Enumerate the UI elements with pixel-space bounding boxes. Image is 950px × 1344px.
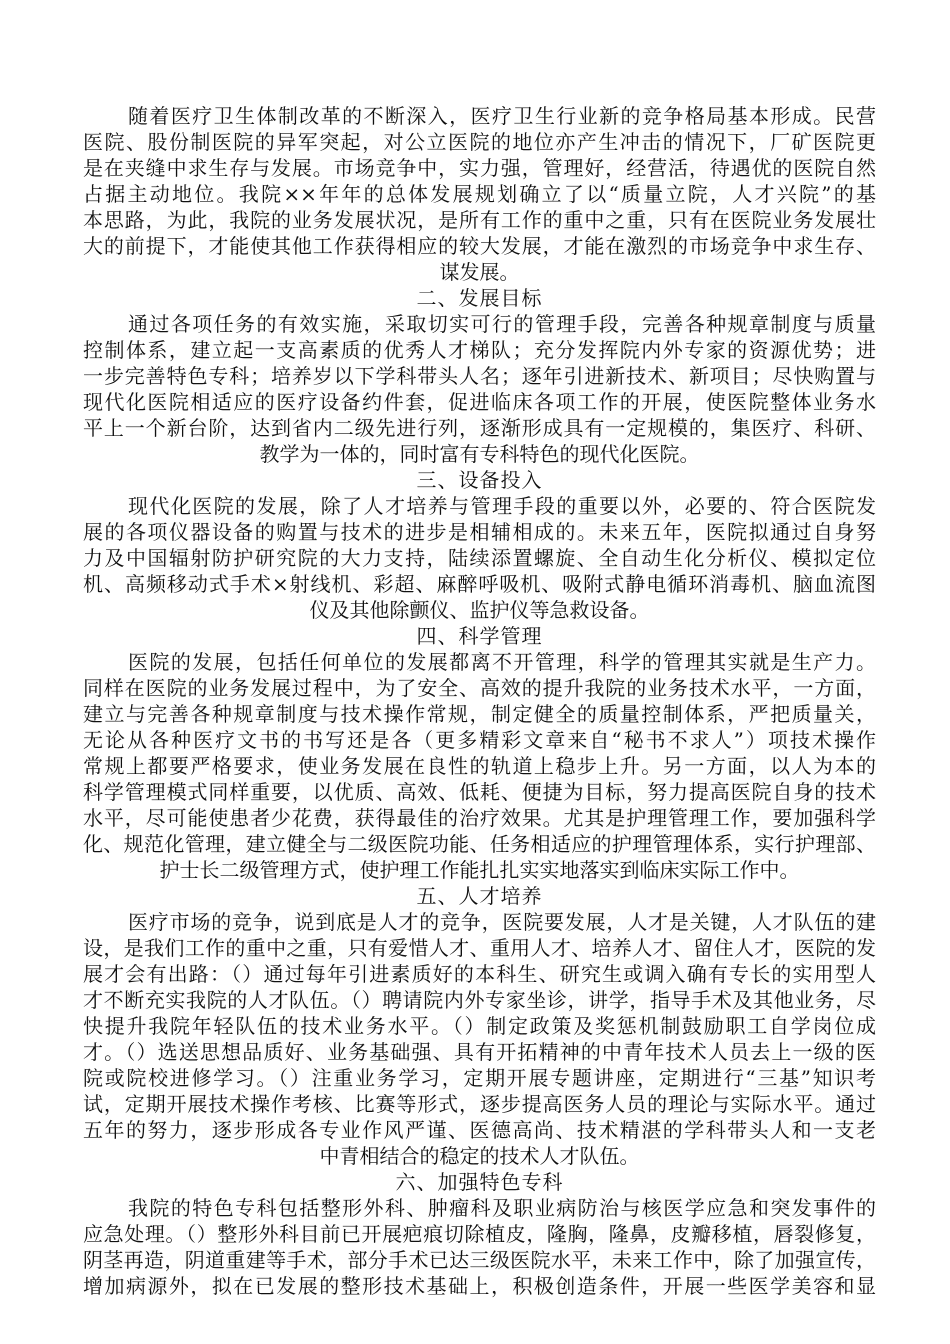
intro-line-2: 医院、股份制医院的异军突起，对公立医院的地位亦产生冲击的情况下，厂矿医院更 [83,130,876,154]
section6-line-2: 应急处理。（）整形外科目前已开展疤痕切除植皮，隆胸，隆鼻，皮瓣移植，唇裂修复， [83,1222,876,1246]
section5-line-9: 五年的努力，逐步形成各专业作风严谨、医德高尚、技术精湛的学科带头人和一支老 [83,1118,876,1142]
intro-line-7: 谋发展。 [439,260,520,284]
section5-line-5: 快提升我院年轻队伍的技术业务水平。（）制定政策及奖惩机制鼓励职工自学岗位成 [83,1014,876,1038]
section5-line-6: 才。（）选送思想品质好、业务基础强、具有开拓精神的中青年技术人员去上一级的医 [83,1040,876,1064]
section4-line-9: 护士长二级管理方式，使护理工作能扎扎实实地落实到临床实际工作中。 [159,858,800,882]
section2-line-2: 控制体系，建立起一支高素质的优秀人才梯队；充分发挥院内外专家的资源优势；进 [83,338,876,362]
section2-line-3: 一步完善特色专科；培养岁以下学科带头人名；逐年引进新技术、新项目；尽快购置与 [83,364,876,388]
section4-line-7: 水平，尽可能使患者少花费，获得最佳的治疗效果。尤其是护理管理工作，要加强科学 [83,806,876,830]
section-heading-scientific-management: 四、科学管理 [416,624,543,648]
section4-line-1: 医院的发展，包括任何单位的发展都离不开管理，科学的管理其实就是生产力。 [128,650,876,674]
section2-line-4: 现代化医院相适应的医疗设备约件套，促进临床各项工作的开展，使医院整体业务水 [83,390,876,414]
intro-line-5: 本思路，为此，我院的业务发展状况，是所有工作的重中之重，只有在医院业务发展壮 [83,208,876,232]
section2-line-1: 通过各项任务的有效实施，采取切实可行的管理手段，完善各种规章制度与质量 [128,312,876,336]
section3-line-1: 现代化医院的发展，除了人才培养与管理手段的重要以外，必要的、符合医院发 [128,494,876,518]
section4-line-8: 化、规范化管理，建立健全与二级医院功能、任务相适应的护理管理体系，实行护理部、 [83,832,876,856]
section-heading-development-goals: 二、发展目标 [416,286,543,310]
section5-line-8: 试，定期开展技术操作考核、比赛等形式，逐步提高医务人员的理论与实际水平。通过 [83,1092,876,1116]
section-heading-specialty-departments: 六、加强特色专科 [395,1170,564,1194]
section3-line-2: 展的各项仪器设备的购置与技术的进步是相辅相成的。未来五年，医院拟通过自身努 [83,520,876,544]
section2-line-6: 教学为一体的，同时富有专科特色的现代化医院。 [259,442,700,466]
section-heading-equipment-investment: 三、设备投入 [416,468,543,492]
section3-line-4: 机、高频移动式手术×射线机、彩超、麻醉呼吸机、吸附式静电循环消毒机、脑血流图 [83,572,876,596]
intro-line-1: 随着医疗卫生体制改革的不断深入，医疗卫生行业新的竞争格局基本形成。民营 [128,104,876,128]
section5-line-10: 中青相结合的稳定的技术人才队伍。 [319,1144,640,1168]
section5-line-3: 展才会有出路：（）通过每年引进素质好的本科生、研究生或调入确有专长的实用型人 [83,962,876,986]
section4-line-6: 科学管理模式同样重要，以优质、高效、低耗、便捷为目标，努力提高医院自身的技术 [83,780,876,804]
section4-line-4: 无论从各种医疗文书的书写还是各（更多精彩文章来自“秘书不求人”）项技术操作 [83,728,876,752]
section4-line-5: 常规上都要严格要求，使业务发展在良性的轨道上稳步上升。另一方面，以人为本的 [83,754,876,778]
section6-line-4: 增加病源外，拟在已发展的整形技术基础上，积极创造条件，开展一些医学美容和显 [83,1274,876,1298]
section4-line-2: 同样在医院的业务发展过程中，为了安全、高效的提升我院的业务技术水平，一方面， [83,676,876,700]
section6-line-3: 阴茎再造，阴道重建等手术，部分手术已达三级医院水平，未来工作中，除了加强宣传， [83,1248,876,1272]
section5-line-4: 才不断充实我院的人才队伍。（）聘请院内外专家坐诊，讲学，指导手术及其他业务，尽 [83,988,876,1012]
section2-line-5: 平上一个新台阶，达到省内二级先进行列，逐渐形成具有一定规模的，集医疗、科研、 [83,416,876,440]
intro-line-6: 大的前提下，才能使其他工作获得相应的较大发展，才能在激烈的市场竞争中求生存、 [83,234,876,258]
section4-line-3: 建立与完善各种规章制度与技术操作常规，制定健全的质量控制体系，严把质量关， [83,702,876,726]
intro-line-4: 占据主动地位。我院××年年的总体发展规划确立了以“质量立院，人才兴院”的基 [83,182,876,206]
section5-line-7: 院或院校进修学习。（）注重业务学习，定期开展专题讲座，定期进行“三基”知识考 [83,1066,876,1090]
section3-line-5: 仪及其他除颤仪、监护仪等急救设备。 [309,598,650,622]
section5-line-1: 医疗市场的竞争，说到底是人才的竞争，医院要发展，人才是关键，人才队伍的建 [128,910,876,934]
section3-line-3: 力及中国辐射防护研究院的大力支持，陆续添置螺旋、全自动生化分析仪、模拟定位 [83,546,876,570]
section5-line-2: 设，是我们工作的重中之重，只有爱惜人才、重用人才、培养人才、留住人才，医院的发 [83,936,876,960]
section6-line-1: 我院的特色专科包括整形外科、肿瘤科及职业病防治与核医学应急和突发事件的 [128,1196,876,1220]
section-heading-talent-training: 五、人才培养 [416,884,543,908]
intro-line-3: 是在夹缝中求生存与发展。市场竞争中，实力强，管理好，经营活，待遇优的医院自然 [83,156,876,180]
